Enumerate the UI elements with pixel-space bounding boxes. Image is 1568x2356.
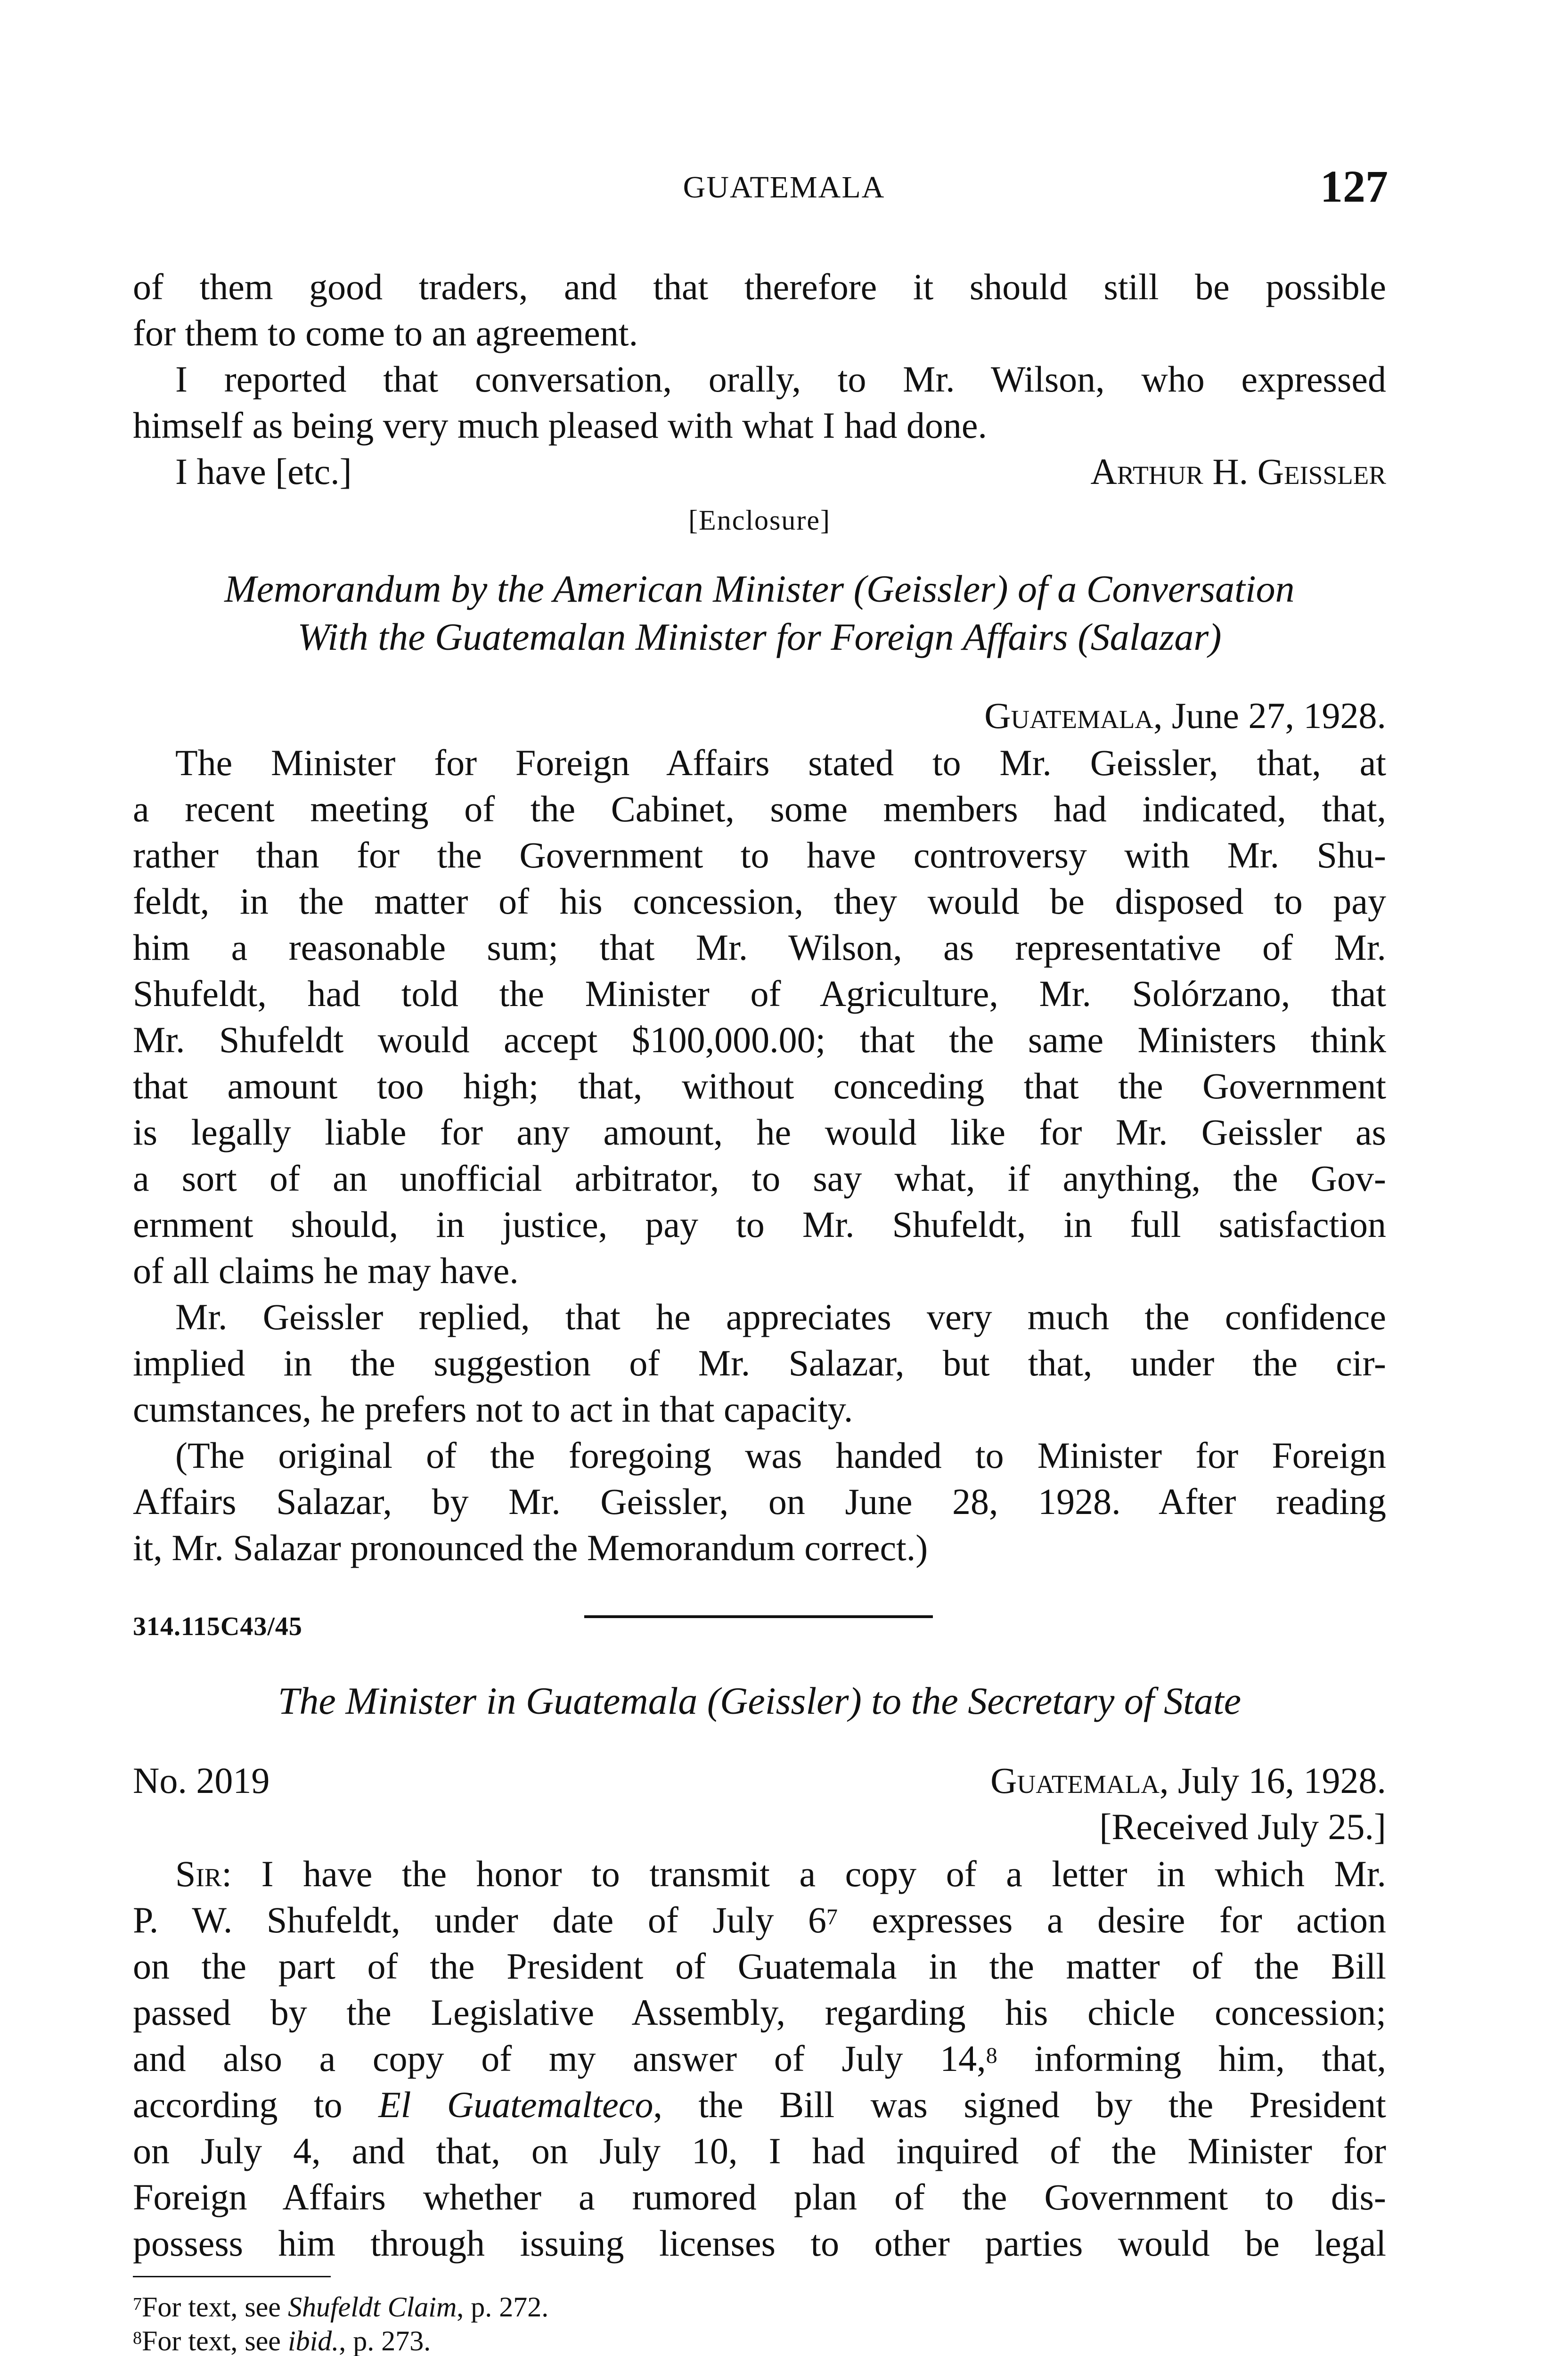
body-line: him a reasonable sum; that Mr. Wilson, as representative of Mr. (133, 927, 1386, 968)
body-line (175, 1851, 1386, 1897)
body-line: Shufeldt, had told the Minister of Agriculture, Mr. Solórzano, that (133, 973, 1386, 1014)
body-line: Foreign Affairs whether a rumored plan of the Government to dis- (133, 2176, 1386, 2217)
body-line: (The original of the foregoing was handed to Minister for Foreign (175, 1435, 1386, 1476)
footnote-text: For text, see (142, 2291, 288, 2323)
body-text: informing him, that, (997, 2038, 1386, 2079)
body-line: passed by the Legislative Assembly, regarding his chicle concession; (133, 1992, 1386, 2033)
enclosure-title: Memorandum by the American Minister (Geissler) of a Conversation (224, 567, 1295, 610)
section-divider (584, 1615, 933, 1618)
signature: Arthur H. Geissler (1090, 451, 1386, 492)
received-note: [Received July 25.] (1099, 1806, 1386, 1847)
footnote-ref: 7 (826, 1905, 838, 1930)
closing: I have [etc.] (175, 451, 352, 492)
dateline-date: , June 27, 1928. (1153, 695, 1386, 736)
body-line: feldt, in the matter of his concession, they would be disposed to pay (133, 881, 1386, 922)
body-text: and also a copy of my answer of July 14, (133, 2038, 986, 2079)
body-line (133, 2036, 1386, 2082)
body-line: a recent meeting of the Cabinet, some members had indicated, that, (133, 788, 1386, 829)
footnote-text: , p. 273. (339, 2325, 431, 2356)
document-title: The Minister in Guatemala (Geissler) to the Secretary of State (278, 1679, 1241, 1722)
body-line: himself as being very much pleased with what I had done. (133, 405, 988, 446)
footnote-mark: 8 (133, 2328, 142, 2348)
footnote-source: Shufeldt Claim (287, 2291, 457, 2323)
body-line: is legally liable for any amount, he would like for Mr. Geissler as (133, 1112, 1386, 1153)
dateline (133, 1758, 1386, 1804)
running-title: GUATEMALA (683, 170, 885, 205)
body-line: on July 4, and that, on July 10, I had inquired of the Minister for (133, 2130, 1386, 2171)
body-line: Affairs Salazar, by Mr. Geissler, on June 28, 1928. After reading (133, 1481, 1386, 1522)
body-text: according to (133, 2084, 379, 2125)
body-line: that amount too high; that, without conceding that the Government (133, 1065, 1386, 1106)
body-line: of them good traders, and that therefore it should still be possible (133, 266, 1386, 307)
page-number: 127 (1320, 161, 1388, 212)
body-line: it, Mr. Salazar pronounced the Memorandum correct.) (133, 1527, 928, 1568)
footnote-text: For text, see (142, 2325, 288, 2356)
body-line: rather than for the Government to have controversy with Mr. Shu- (133, 834, 1386, 875)
dateline-place: Guatemala (984, 695, 1154, 736)
salutation: Sir (175, 1853, 222, 1894)
body-line: cumstances, he prefers not to act in that capacity. (133, 1389, 853, 1430)
footnote-ref: 8 (986, 2043, 997, 2068)
enclosure-label: [Enclosure] (688, 505, 831, 536)
footnote-source: ibid. (287, 2325, 339, 2356)
body-line: possess him through issuing licenses to other parties would be legal (133, 2223, 1386, 2264)
body-line: I reported that conversation, orally, to Mr. Wilson, who expressed (175, 359, 1386, 400)
footnote (133, 2324, 431, 2356)
footnote-mark: 7 (133, 2294, 142, 2314)
body-line: Mr. Geissler replied, that he appreciates very much the confidence (175, 1296, 1386, 1337)
body-line: on the part of the President of Guatemala in the matter of the Bill (133, 1946, 1386, 1987)
document-number: No. 2019 (133, 1760, 270, 1801)
footnote (133, 2290, 548, 2324)
dateline (133, 693, 1386, 739)
body-text: P. W. Shufeldt, under date of July 6 (133, 1899, 826, 1940)
body-line: ernment should, in justice, pay to Mr. Shufeldt, in full satisfaction (133, 1204, 1386, 1245)
body-line: of all claims he may have. (133, 1250, 519, 1291)
dateline-place: Guatemala (990, 1760, 1160, 1801)
footnote-rule (133, 2276, 331, 2277)
enclosure-title: With the Guatemalan Minister for Foreign Affairs (Salazar) (297, 615, 1222, 658)
body-text: , the Bill was signed by the President (653, 2084, 1386, 2125)
newspaper-title: El Guatemalteco (378, 2084, 653, 2125)
body-text: : I have the honor to transmit a copy of a letter in which Mr. (221, 1853, 1386, 1894)
body-line: implied in the suggestion of Mr. Salazar, but that, under the cir- (133, 1342, 1386, 1383)
body-line: Mr. Shufeldt would accept $100,000.00; that the same Ministers think (133, 1019, 1386, 1060)
body-line (133, 1897, 1386, 1943)
body-line: for them to come to an agreement. (133, 312, 638, 353)
body-line: a sort of an unofficial arbitrator, to say what, if anything, the Gov- (133, 1158, 1386, 1199)
body-line (133, 2082, 1386, 2128)
footnote-text: , p. 272. (457, 2291, 549, 2323)
body-text: expresses a desire for action (837, 1899, 1387, 1940)
body-line: The Minister for Foreign Affairs stated to Mr. Geissler, that, at (175, 742, 1386, 783)
file-number: 314.115C43/45 (133, 1612, 302, 1641)
dateline-date: , July 16, 1928. (1159, 1760, 1386, 1801)
